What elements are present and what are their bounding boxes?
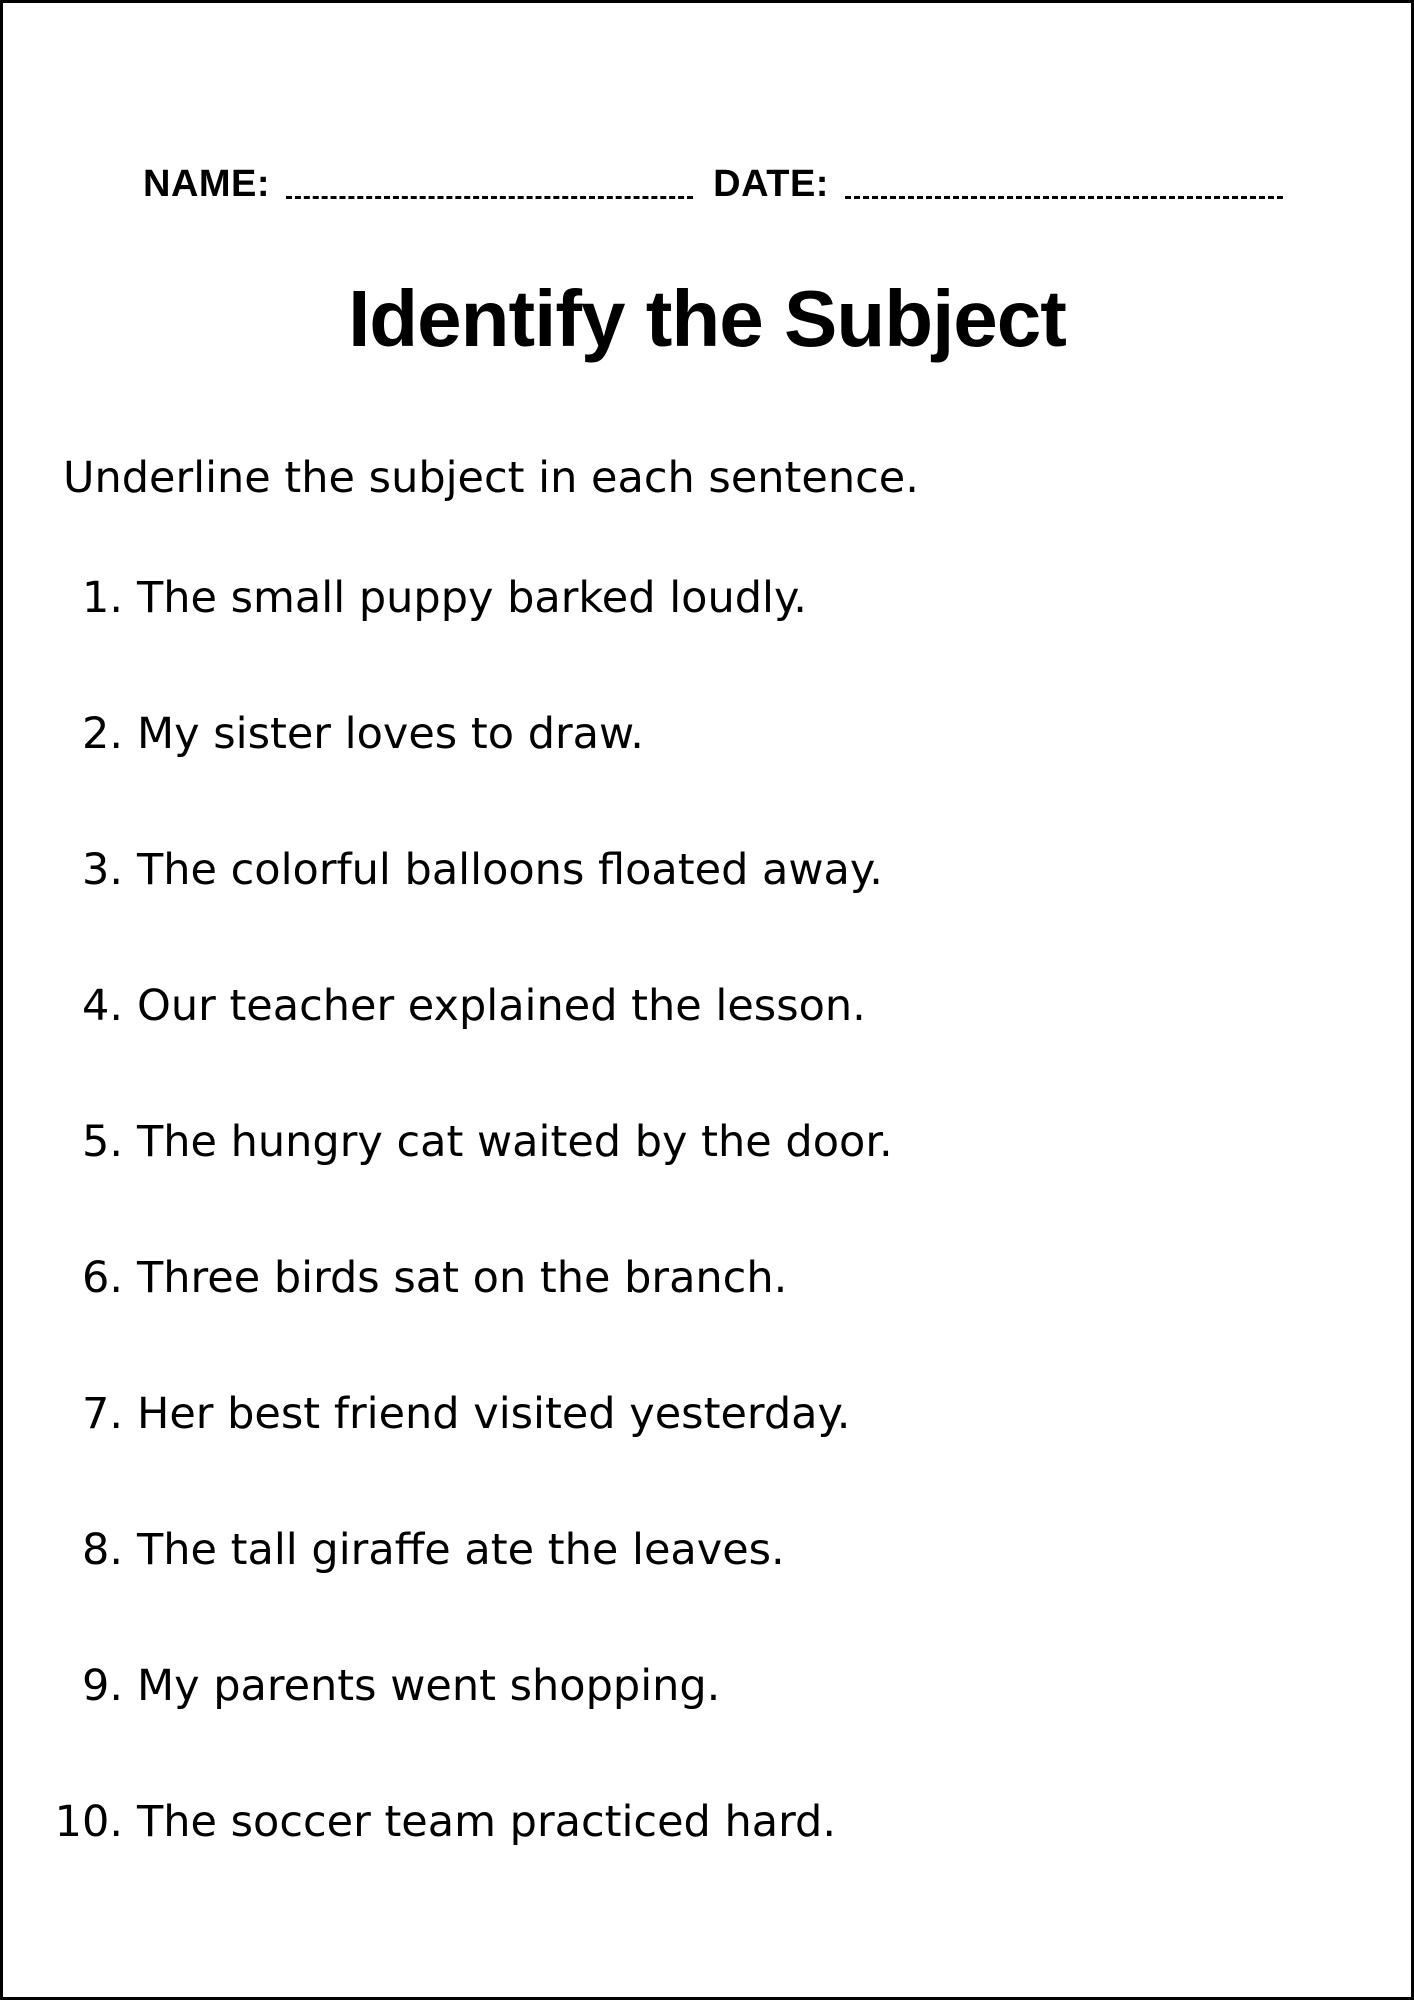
question-text: My parents went shopping. bbox=[137, 1661, 721, 1711]
question-text: My sister loves to draw. bbox=[137, 709, 644, 759]
question-text: Our teacher explained the lesson. bbox=[137, 981, 866, 1031]
question-number: 7. bbox=[81, 1389, 123, 1439]
question-text: The colorful balloons floated away. bbox=[137, 845, 883, 895]
question-item bbox=[53, 1661, 893, 1797]
question-text: The hungry cat waited by the door. bbox=[137, 1117, 893, 1167]
question-number: 1. bbox=[81, 573, 123, 623]
question-number: 8. bbox=[81, 1525, 123, 1575]
question-item bbox=[53, 709, 893, 845]
question-text: The tall giraffe ate the leaves. bbox=[137, 1525, 785, 1575]
question-number: 5. bbox=[81, 1117, 123, 1167]
question-list bbox=[53, 573, 893, 1933]
date-label: DATE: bbox=[713, 163, 829, 205]
question-item bbox=[53, 1525, 893, 1661]
name-blank-line bbox=[286, 196, 693, 199]
date-field bbox=[713, 165, 1283, 203]
question-text: Three birds sat on the branch. bbox=[137, 1253, 788, 1303]
name-field bbox=[143, 165, 693, 203]
question-number: 4. bbox=[81, 981, 123, 1031]
question-item bbox=[53, 981, 893, 1117]
question-number: 6. bbox=[81, 1253, 123, 1303]
question-number: 9. bbox=[81, 1661, 123, 1711]
question-text: Her best friend visited yesterday. bbox=[137, 1389, 851, 1439]
name-label: NAME: bbox=[143, 163, 271, 205]
question-text: The soccer team practiced hard. bbox=[137, 1797, 836, 1847]
header-fields bbox=[143, 153, 1283, 203]
question-item bbox=[53, 1253, 893, 1389]
question-item bbox=[53, 845, 893, 981]
question-item bbox=[53, 1117, 893, 1253]
question-item bbox=[53, 573, 893, 709]
question-text: The small puppy barked loudly. bbox=[137, 573, 807, 623]
question-number: 10. bbox=[54, 1797, 123, 1847]
question-item bbox=[53, 1797, 893, 1933]
question-number: 3. bbox=[81, 845, 123, 895]
instructions: Underline the subject in each sentence. bbox=[63, 453, 919, 503]
worksheet-title: Identify the Subject bbox=[348, 274, 1066, 363]
question-number: 2. bbox=[81, 709, 123, 759]
question-item bbox=[53, 1389, 893, 1525]
date-blank-line bbox=[845, 196, 1283, 199]
